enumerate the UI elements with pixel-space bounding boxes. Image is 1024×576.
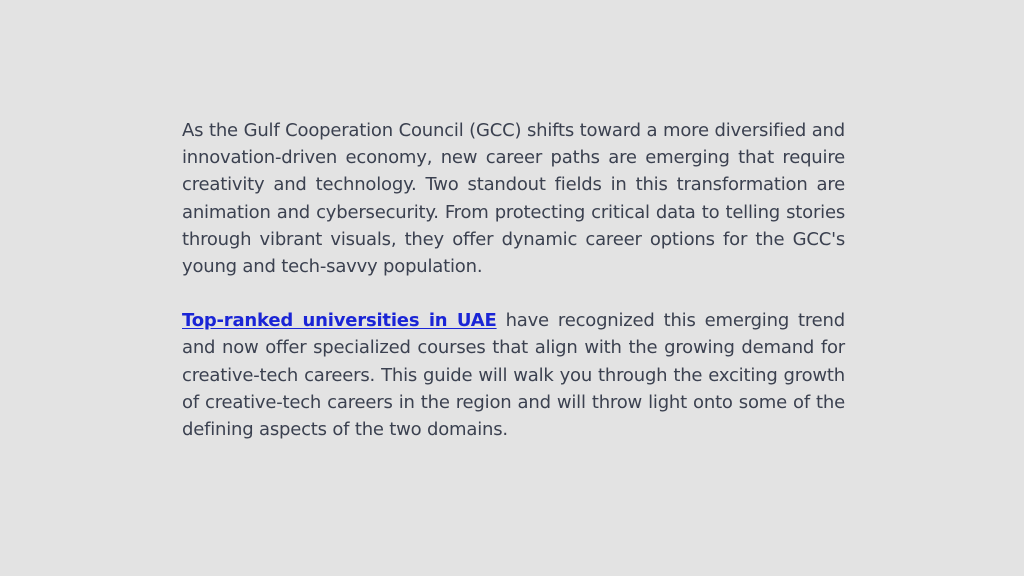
universities-paragraph-text: have recognized this emerging trend and now offer specialized courses that align with the growing demand for creative-tech careers. This guide will walk you through the exciting growth of creative-tech careers in the region and will throw light onto some of the defining aspects of the two domains. xyxy=(182,310,845,441)
intro-paragraph-text: As the Gulf Cooperation Council (GCC) shifts toward a more diversified and innovation-driven economy, new career paths are emerging that require creativity and technology. Two standout fields in this transformation are animation and cybersecurity. From protecting critical data to telling stories through vibrant visuals, they offer dynamic career options for the GCC's young and tech-savvy population. xyxy=(182,120,845,278)
top-ranked-universities-link[interactable]: Top-ranked universities in UAE xyxy=(182,310,497,332)
article-body xyxy=(182,117,845,443)
universities-paragraph xyxy=(182,307,845,443)
intro-paragraph xyxy=(182,117,845,280)
